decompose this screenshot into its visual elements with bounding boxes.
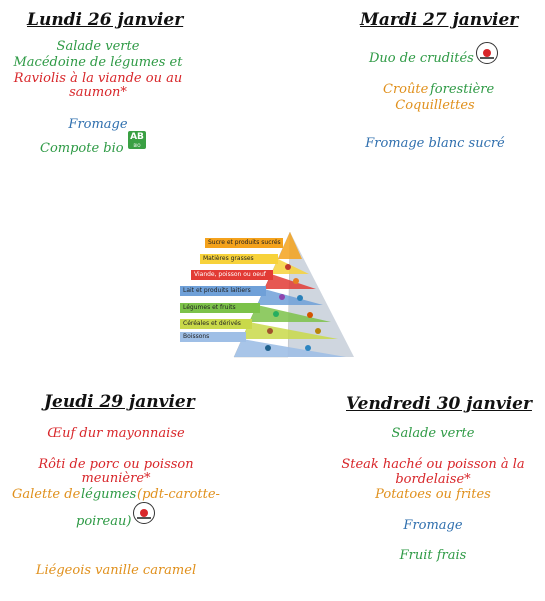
monday-starter: Salade verte (56, 39, 140, 54)
friday-main: Steak haché ou poisson à la (341, 457, 525, 472)
monday-main-2: saumon* (69, 85, 127, 100)
thursday-side-c: (pdt-carotte- (137, 487, 220, 502)
pyramid-level-drinks: Boissons (180, 332, 246, 342)
tuesday-dessert: Fromage blanc sucré (365, 136, 505, 151)
friday-starter: Salade verte (391, 426, 475, 441)
pyramid-level-fats: Matières grasses (200, 254, 278, 264)
thursday-side-b: légumes (81, 487, 137, 502)
tuesday-starter: Duo de crudités (369, 51, 474, 66)
organic-ab-icon: AB BIO (128, 131, 146, 149)
monday-cheese: Fromage (68, 117, 128, 132)
tuesday-main-a: Croûte (383, 82, 429, 97)
thursday-starter: Œuf dur mayonnaise (47, 426, 185, 441)
tuesday-main-b: forestière (430, 82, 495, 97)
pyramid-level-dairy: Lait et produits laitiers (180, 286, 266, 296)
friday-dessert: Fruit frais (399, 548, 467, 563)
thursday-title: Jeudi 29 janvier (44, 392, 195, 412)
chef-label-icon (476, 42, 498, 64)
thursday-dessert: Liégeois vanille caramel (35, 563, 197, 578)
friday-side: Potatoes ou frites (375, 487, 491, 502)
monday-veg: Macédoine de légumes et (13, 55, 183, 70)
pyramid-graphic (178, 229, 364, 367)
tuesday-title: Mardi 27 janvier (360, 10, 519, 30)
chef-label-icon (133, 502, 155, 524)
friday-cheese: Fromage (403, 518, 463, 533)
pyramid-level-sugar: Sucre et produits sucrés (205, 238, 283, 248)
thursday-side-a: Galette de (12, 487, 81, 502)
monday-dessert: Compote bio (40, 141, 124, 156)
monday-title: Lundi 26 janvier (27, 10, 184, 30)
pyramid-level-meat: Viande, poisson ou oeuf (191, 270, 273, 280)
thursday-main: Rôti de porc ou poisson (38, 457, 194, 472)
friday-title: Vendredi 30 janvier (346, 394, 532, 414)
food-pyramid (178, 229, 364, 367)
thursday-main-2: meunière* (81, 471, 151, 486)
monday-main: Raviolis à la viande ou au (13, 71, 183, 86)
tuesday-side: Coquillettes (395, 98, 475, 113)
pyramid-level-cereals: Céréales et dérivés (180, 319, 252, 329)
friday-main-2: bordelaise* (395, 472, 471, 487)
pyramid-level-veg: Légumes et fruits (180, 303, 260, 313)
thursday-side-d: poireau) (76, 514, 132, 529)
